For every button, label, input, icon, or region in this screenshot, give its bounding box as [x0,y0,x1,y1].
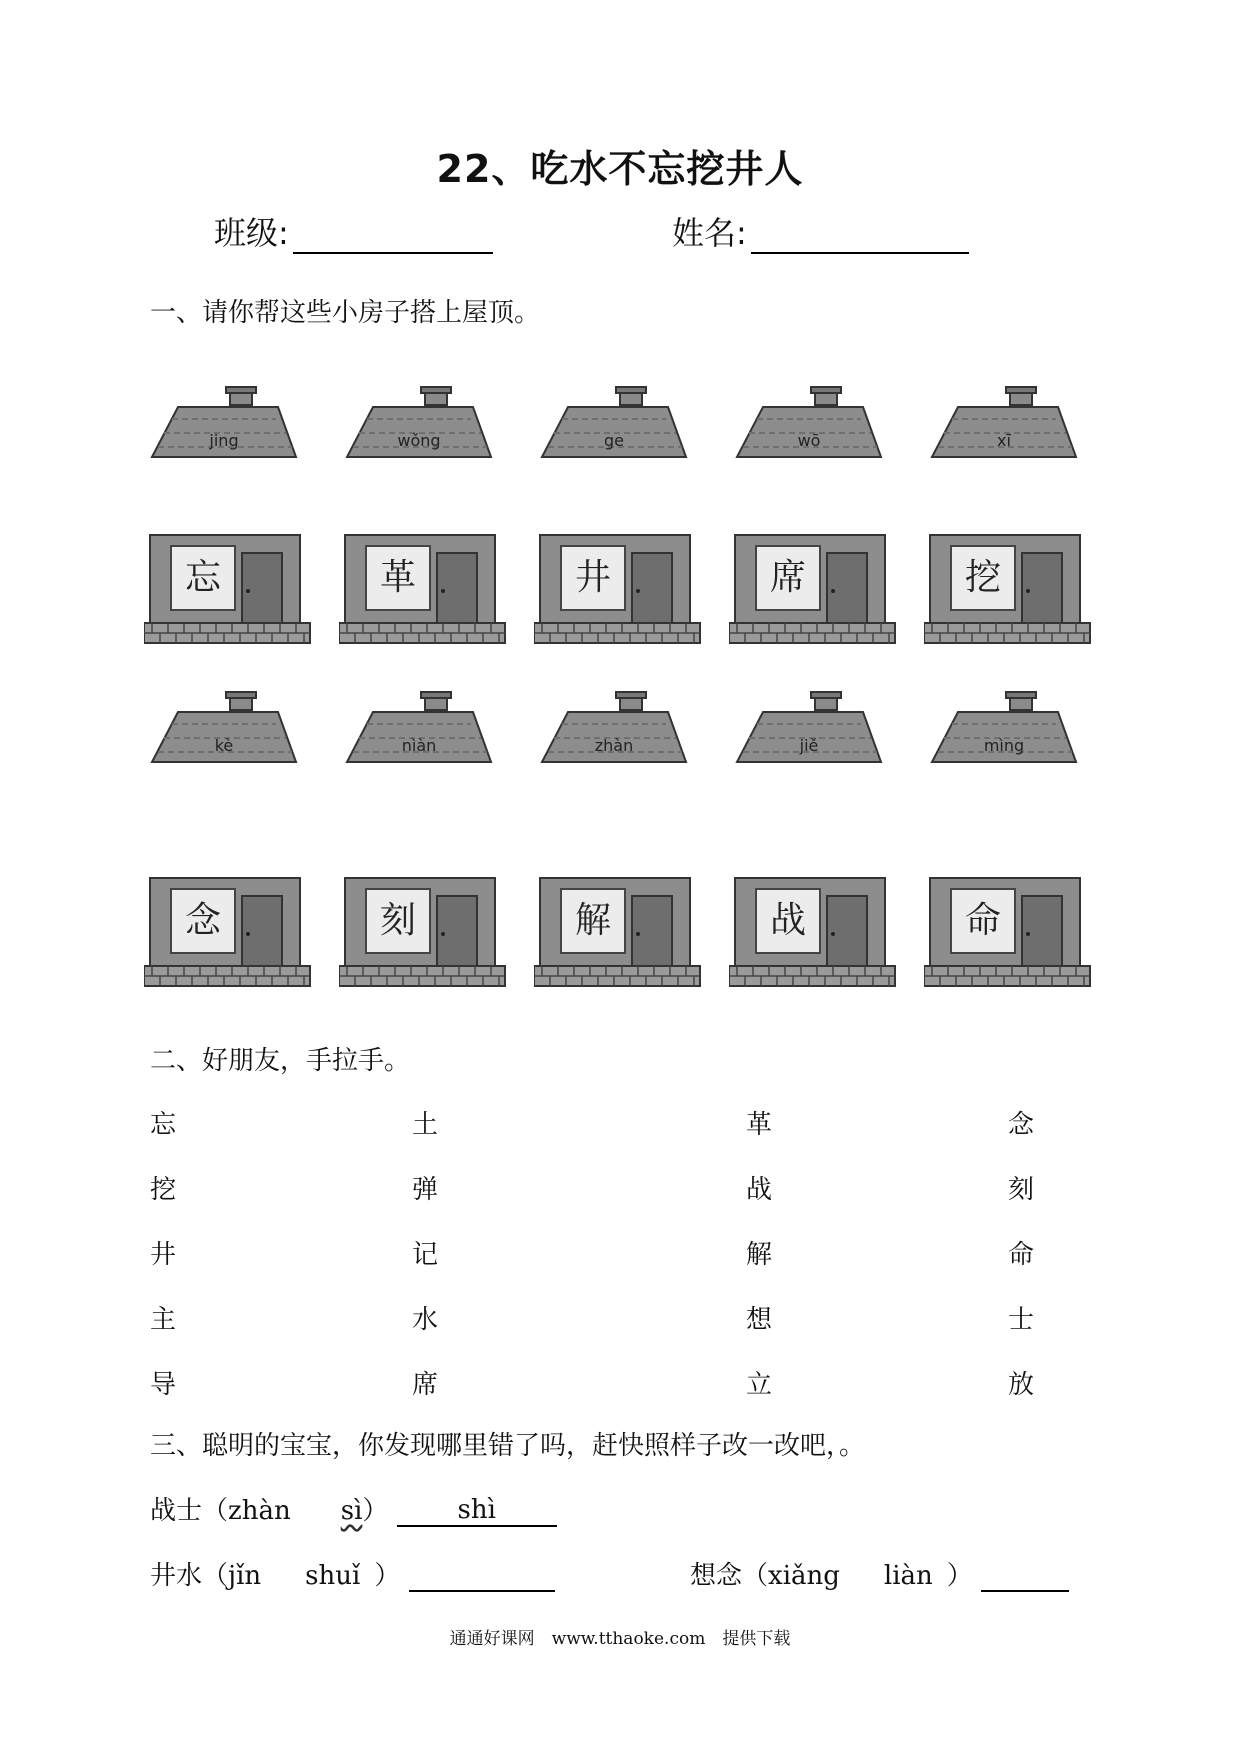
roof-pinyin: jing [209,431,239,450]
roof-pinyin: jiě [799,736,819,755]
example-line [150,1490,557,1527]
section1-heading: 一、请你帮这些小房子搭上屋顶。 [150,298,541,328]
class-blank[interactable] [293,222,493,254]
match-character[interactable]: 立 [746,1370,773,1400]
roof[interactable] [540,385,688,465]
roof-pinyin: mìng [983,736,1025,755]
roof-pinyin: kè [214,736,234,755]
roof[interactable] [345,690,493,770]
house-character: 命 [950,888,1016,954]
item2-close: ） [946,1561,973,1591]
item2-word: 想念 [690,1561,743,1591]
match-character[interactable]: 革 [746,1110,773,1140]
match-character[interactable]: 导 [150,1370,177,1400]
house [144,876,312,988]
match-character[interactable]: 记 [412,1240,439,1270]
match-character[interactable]: 放 [1008,1370,1035,1400]
item2-answer-blank[interactable] [981,1562,1069,1592]
example-py1: zhàn [228,1496,291,1526]
example-answer: shì [397,1495,557,1527]
name-field [672,208,969,254]
match-character[interactable]: 挖 [150,1175,177,1205]
example-open: （ [202,1496,229,1526]
item2-py2: liàn [883,1561,933,1591]
item1-open: （ [202,1561,229,1591]
item2-open: （ [742,1561,769,1591]
house [339,876,507,988]
item1-close: ） [374,1561,401,1591]
match-character[interactable]: 井 [150,1240,177,1270]
roof-pinyin: zhàn [594,736,634,755]
roof-pinyin: xī [997,431,1011,450]
match-character[interactable]: 念 [1008,1110,1035,1140]
house-character: 席 [755,545,821,611]
house [729,533,897,645]
roof-pinyin: ge [604,431,624,450]
name-blank[interactable] [751,222,969,254]
match-character[interactable]: 主 [150,1305,177,1335]
house [924,533,1092,645]
roof[interactable] [540,690,688,770]
class-label: 班级: [214,214,289,252]
house-character: 念 [170,888,236,954]
roof-pinyin: nìàn [401,736,437,755]
house-character: 刻 [365,888,431,954]
roof[interactable] [345,385,493,465]
match-character[interactable]: 命 [1008,1240,1035,1270]
example-py2: sì [340,1496,363,1526]
item1-py2: shuǐ [305,1561,361,1591]
roof[interactable] [735,690,883,770]
example-word: 战士 [150,1496,203,1526]
roof[interactable] [150,690,298,770]
match-character[interactable]: 士 [1008,1305,1035,1335]
item1-line [150,1555,555,1592]
match-character[interactable]: 忘 [150,1110,177,1140]
item1-answer-blank[interactable] [409,1562,555,1592]
item1-py1: jǐn [228,1561,262,1591]
match-character[interactable]: 刻 [1008,1175,1035,1205]
house-character: 战 [755,888,821,954]
house-character: 挖 [950,545,1016,611]
roof[interactable] [930,690,1078,770]
house-character: 革 [365,545,431,611]
house [729,876,897,988]
match-character[interactable]: 解 [746,1240,773,1270]
house [339,533,507,645]
roof[interactable] [150,385,298,465]
item2-py1: xiǎng [768,1561,840,1591]
item2-line [690,1555,1069,1592]
roof[interactable] [930,385,1078,465]
house-character: 井 [560,545,626,611]
example-close: ） [362,1496,389,1526]
footer: 通通好课网 www.tthaoke.com 提供下载 [449,1629,791,1649]
match-character[interactable]: 土 [412,1110,439,1140]
class-field [214,208,493,254]
house [144,533,312,645]
match-character[interactable]: 弹 [412,1175,439,1205]
house-character: 忘 [170,545,236,611]
roof[interactable] [735,385,883,465]
match-character[interactable]: 水 [412,1305,439,1335]
match-character[interactable]: 席 [412,1370,439,1400]
house [534,533,702,645]
roof-pinyin: wǒng [397,431,441,450]
house [924,876,1092,988]
match-character[interactable]: 战 [746,1175,773,1205]
item1-word: 井水 [150,1561,203,1591]
page-title: 22、吃水不忘挖井人 [436,147,804,191]
match-character[interactable]: 想 [746,1305,773,1335]
roof-pinyin: wō [797,431,821,450]
house-character: 解 [560,888,626,954]
section3-heading: 三、聪明的宝宝，你发现哪里错了吗，赶快照样子改一改吧，。 [150,1431,866,1461]
section2-heading: 二、好朋友，手拉手。 [150,1046,411,1076]
house [534,876,702,988]
name-label: 姓名: [672,214,747,252]
